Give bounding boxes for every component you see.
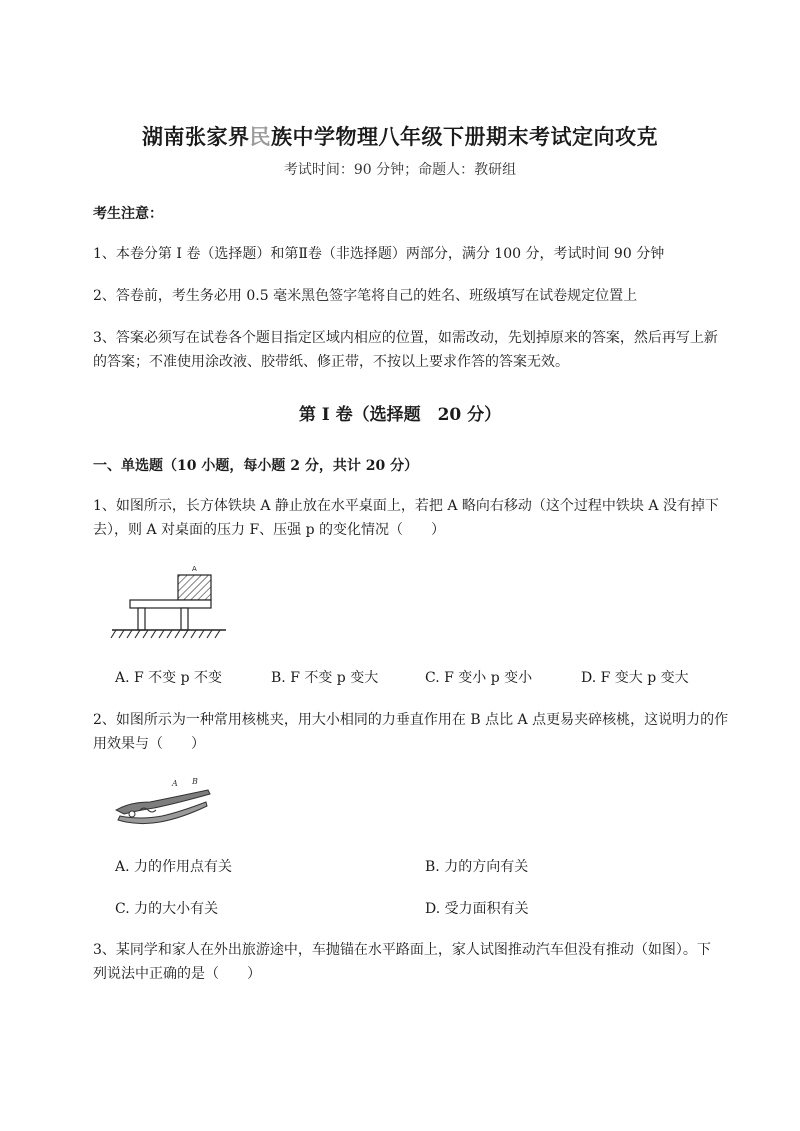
- question-1-option-a[interactable]: A. F 不变 p 不变: [115, 670, 223, 686]
- question-3-line-1: 3、某同学和家人在外出旅游途中，车抛锚在水平路面上，家人试图推动汽车但没有推动（如图）。下: [93, 942, 711, 958]
- question-1-line-2: 去），则 A 对桌面的压力 F、压强 p 的变化情况（ ）: [93, 522, 446, 538]
- title-highlight: 民: [249, 124, 271, 149]
- title-part-1: 湖南张家界: [142, 124, 250, 149]
- point-b-label: B: [192, 777, 198, 786]
- question-2-line-2: 用效果与（ ）: [93, 736, 205, 752]
- question-1-option-b[interactable]: B. F 不变 p 变大: [271, 670, 379, 686]
- notice-heading: 考生注意：: [93, 206, 163, 222]
- table-block-figure: [108, 562, 238, 644]
- block-label: A: [192, 565, 197, 573]
- notice-item-3-cont: 的答案；不准使用涂改液、胶带纸、修正带，不按以上要求作答的答案无效。: [93, 354, 569, 370]
- iron-block: [178, 575, 211, 600]
- exam-title: [0, 121, 800, 151]
- notice-item-3: 3、答案必须写在试卷各个题目指定区域内相应的位置，如需改动，先划掉原来的答案，然后再写上新: [93, 330, 718, 346]
- table-top: [130, 600, 211, 608]
- ground-hatching: [111, 630, 220, 638]
- table-leg-left: [138, 608, 145, 630]
- question-2-line-1: 2、如图所示为一种常用核桃夹，用大小相同的力垂直作用在 B 点比 A 点更易夹碎核桃，这说明力的作: [93, 712, 729, 728]
- title-part-2: 族中学物理八年级下册期末考试定向攻克: [271, 124, 658, 149]
- question-2-option-d[interactable]: D. 受力面积有关: [425, 901, 529, 917]
- question-3-line-2: 列说法中正确的是（ ）: [93, 966, 261, 982]
- part-title: 一、单选题（10 小题，每小题 2 分，共计 20 分）: [93, 458, 419, 474]
- question-1-line-1: 1、如图所示，长方体铁块 A 静止放在水平桌面上，若把 A 略向右移动（这个过程中铁块 A 没有掉下: [93, 498, 719, 514]
- question-1-option-d[interactable]: D. F 变大 p 变大: [581, 670, 689, 686]
- hinge: [129, 811, 135, 817]
- table-leg-right: [181, 608, 188, 630]
- exam-subtitle: 考试时间：90 分钟；命题人：教研组: [283, 162, 517, 178]
- question-2-option-a[interactable]: A. 力的作用点有关: [115, 859, 233, 875]
- question-2-option-b[interactable]: B. 力的方向有关: [425, 859, 529, 875]
- point-a-label: A: [172, 779, 178, 788]
- question-2-option-c[interactable]: C. 力的大小有关: [115, 901, 219, 917]
- nutcracker-figure: [110, 772, 215, 832]
- question-1-option-c[interactable]: C. F 变小 p 变小: [425, 670, 533, 686]
- notice-item-1: 1、本卷分第 I 卷（选择题）和第Ⅱ卷（非选择题）两部分，满分 100 分，考试时间 90 分钟: [93, 246, 665, 262]
- notice-item-2: 2、答卷前，考生务必用 0.5 毫米黑色签字笔将自己的姓名、班级填写在试卷规定位置上: [93, 288, 638, 304]
- section-title: 第 I 卷（选择题 20 分）: [298, 405, 502, 425]
